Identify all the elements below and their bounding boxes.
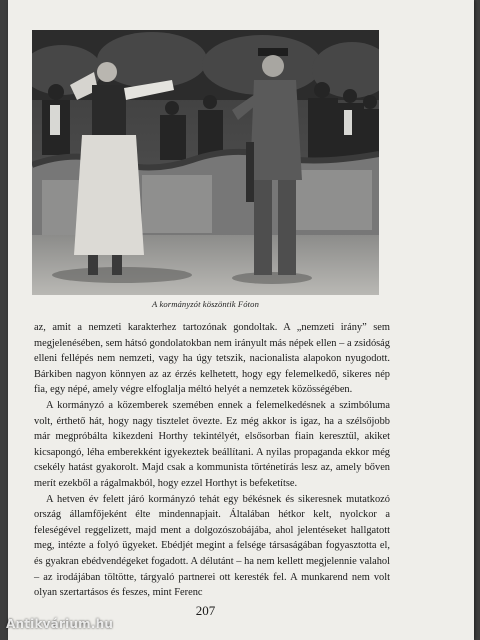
page-number: 207: [195, 603, 216, 618]
photo-illustration: [32, 30, 379, 295]
historical-photograph: [32, 30, 379, 295]
paragraph: A kormányzó a közemberek szemében ennek a felemelkedésnek a szimbóluma volt, érthető hát, hogy nagy tisztelet övezte. Ez még akkor is igaz, ha a szélsőjobb már megpróbálta kikezdeni Horthy tekintélyét, elsősorban fiain keresztül, akiket kicsapongó, léha emberekként igyekeztek beállítani. A nyilas propaganda ekkor még csekély hatást gyakorolt. Majd csak a kommunista történetírás lesz az, amely bőven merít ezekből a rágalmakból, hogy ezzel Horthyt is befeketítse.: [34, 399, 390, 489]
body-text: [34, 320, 390, 601]
paragraph: A hetven év felett járó kormányzó tehát egy békésnek és sikeresnek mutatkozó ország államfőjeként élte mindennapjait. Általában hétkor kelt, nyolckor a feleségével reggelizett, majd ment a dolgozószobájába, ahol jelentéseket hallgatott meg, intézte a folyó ügyeket. Ebédjét megint a felsége társaságában fogyasztotta el, és gyakran ebédvendégeket fogadott. A délutánt – ha nem kellett megjelennie valahol – az irodájában töltötte, tárgyaló partnerei ott keresték fel. A munkarend nem volt olyan szertartásos és feszes, mint Ferenc: [34, 493, 390, 599]
watermark-logo: Antikvárium.hu: [6, 617, 114, 631]
paragraph: az, amit a nemzeti karakterhez tartozónak gondoltak. A „nemzeti irány” sem megjelenésében, sem hátsó gondolatokban nem irányult más népek ellen – a zsidóság elleni fellépés nem nemzeti, vagy ha úgy tetszik, nacionalista alapokon nyugodott. Bárkiben nagyon könnyen az az érzés kelhetett, hogy egy felemelkedő, sikeres nép fia, egy népé, amely végre elfoglalja méltó helyét a nemzetek közösségében.: [34, 322, 390, 396]
photo-caption: A kormányzót köszöntik Fóton: [152, 299, 259, 309]
book-page: [8, 0, 474, 640]
